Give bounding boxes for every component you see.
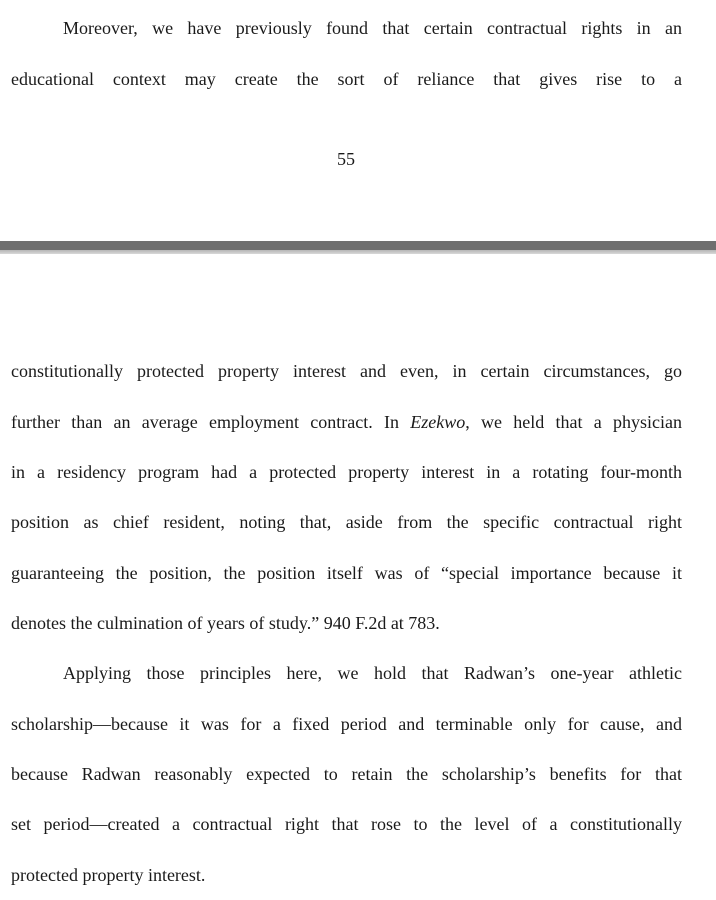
text-line: position as chief resident, noting that, aside from the specific contractual right [11, 512, 682, 532]
text-line: guaranteeing the position, the position itself was of “special importance because it [11, 563, 682, 583]
text-line: because Radwan reasonably expected to retain the scholarship’s benefits for that [11, 764, 682, 784]
text-line: scholarship—because it was for a fixed period and terminable only for cause, and [11, 714, 682, 734]
text-line: Moreover, we have previously found that certain contractual rights in an [63, 18, 682, 38]
text-span: further than an average employment contract. In [11, 412, 411, 432]
text-span: , we held that a physician [465, 412, 683, 432]
page-break-divider [0, 241, 716, 254]
text-line: Applying those principles here, we hold that Radwan’s one-year athletic [63, 663, 682, 683]
text-line [11, 411, 682, 433]
text-line: set period—created a contractual right that rose to the level of a constitutionally [11, 814, 682, 834]
page-top-section [0, 0, 716, 241]
text-line: protected property interest. [11, 865, 206, 885]
text-line: constitutionally protected property interest and even, in certain circumstances, go [11, 361, 682, 381]
case-name: Ezekwo [410, 412, 466, 432]
page-number: 55 [337, 149, 355, 169]
text-line: in a residency program had a protected property interest in a rotating four-month [11, 462, 682, 482]
text-line: denotes the culmination of years of study.” 940 F.2d at 783. [11, 613, 440, 633]
text-line: educational context may create the sort of reliance that gives rise to a [11, 69, 682, 89]
